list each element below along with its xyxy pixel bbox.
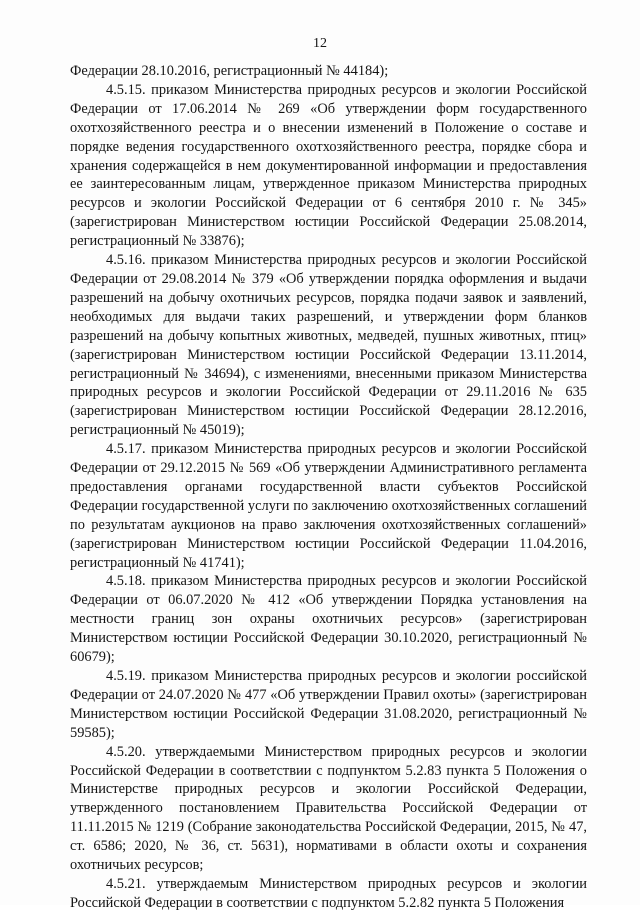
paragraph-4-5-18: 4.5.18. приказом Министерства природных ресурсов и экологии Российской Федерации от 06.07.2020 № 412 «Об утверждении Порядка установления на местности границ зон охраны охотничьих ресурсов» (зарегистрирован Министерством юстиции Российской Федерации 30.10.2020, регистрационный № 60679); [70,573,587,666]
paragraph-continuation: Федерации 28.10.2016, регистрационный № 44184); [70,63,389,79]
paragraph-4-5-20: 4.5.20. утверждаемыми Министерством природных ресурсов и экологии Российской Федерации в соответствии с подпунктом 5.2.83 пункта 5 Положения о Министерстве природных ресурсов и экологии Российской Федерации, утвержденного постановлением Правительства Российской Федерации от 11.11.2015 № 1219 (Собрание законодательства Российской Федерации, 2015, № 47, ст. 6586; 2020, № 36, ст. 5631), нормативами в области охоты и сохранения охотничьих ресурсов; [70,743,587,874]
paragraph-4-5-16: 4.5.16. приказом Министерства природных ресурсов и экологии Российской Федерации от 29.08.2014 № 379 «Об утверждении порядка оформления и выдачи разрешений на добычу охотничьих ресурсов, порядка подачи заявок и заявлений, необходимых для выдачи таких разрешений, и утверждении форм бланков разрешений на добычу копытных животных, медведей, пушных животных, птиц» (зарегистрирован Министерством юстиции Российской Федерации 13.11.2014, регистрационный № 34694), с изменениями, внесенными приказом Министерства природных ресурсов и экологии Российской Федерации от 29.11.2016 № 635 (зарегистрирован Министерством юстиции Российской Федерации 28.12.2016, регистрационный № 45019); [70,252,587,439]
paragraph-4-5-21: 4.5.21. утверждаемым Министерством природных ресурсов и экологии Российской Федерации в соответствии с подпунктом 5.2.82 пункта 5 Положения [70,875,587,911]
document-body [70,62,587,913]
page-number: 12 [313,36,327,51]
paragraph-4-5-19: 4.5.19. приказом Министерства природных ресурсов и экологии российской Федерации от 24.07.2020 № 477 «Об утверждении Правил охоты» (зарегистрирован Министерством юстиции Российской Федерации 31.08.2020, регистрационный № 59585); [70,668,587,741]
paragraph-4-5-17: 4.5.17. приказом Министерства природных ресурсов и экологии Российской Федерации от 29.12.2015 № 569 «Об утверждении Административного регламента предоставления органами государственной власти субъектов Российской Федерации государственной услуги по заключению охотхозяйственных соглашений по результатам аукционов на право заключения охотхозяйственных соглашений» (зарегистрирован Министерством юстиции Российской Федерации 11.04.2016, регистрационный № 41741); [70,441,587,571]
paragraph-4-5-15: 4.5.15. приказом Министерства природных ресурсов и экологии Российской Федерации от 17.06.2014 № 269 «Об утверждении форм государственного охотхозяйственного реестра и о внесении изменений в Положение о составе и порядке ведения государственного охотхозяйственного реестра, порядке сбора и хранения содержащейся в нем документированной информации и предоставления ее заинтересованным лицам, утвержденное приказом Министерства природных ресурсов и экологии Российской Федерации от 6 сентября 2010 г. № 345» (зарегистрирован Министерством юстиции Российской Федерации 25.08.2014, регистрационный № 33876); [70,81,587,250]
